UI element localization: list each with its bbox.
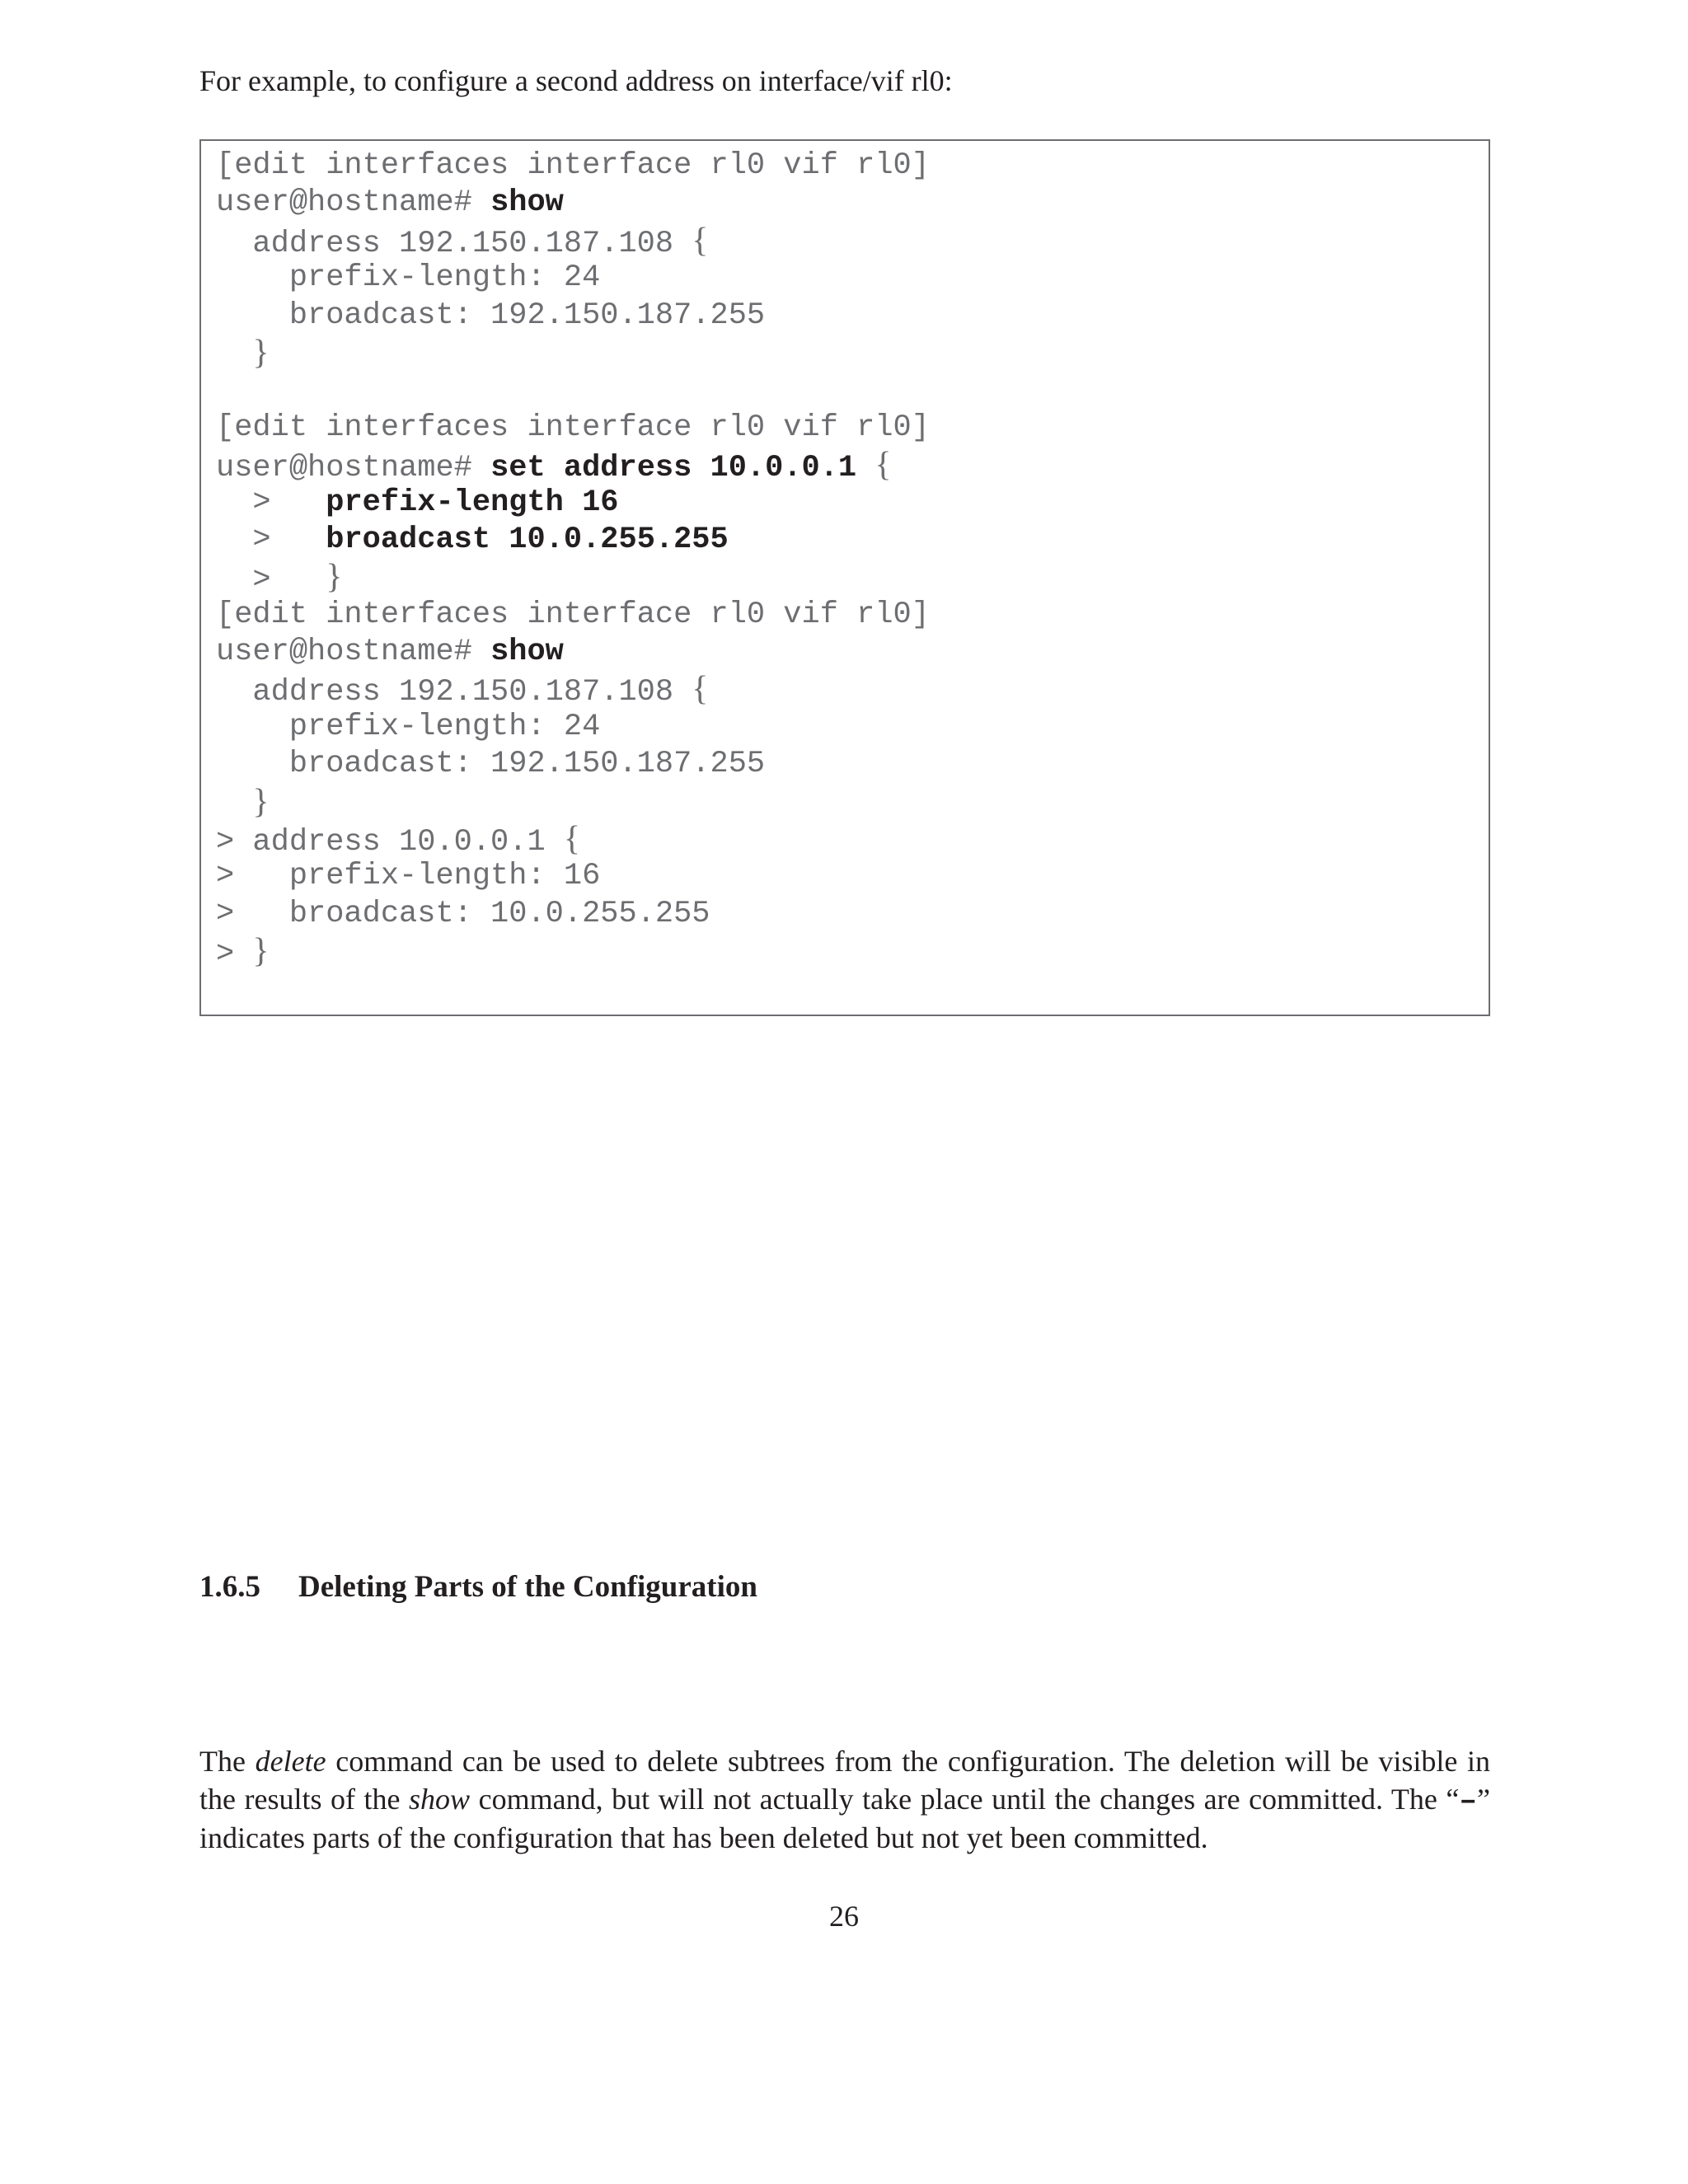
indent	[216, 339, 252, 373]
command: show	[490, 185, 564, 221]
code-line	[216, 784, 930, 821]
code-line: > broadcast: 10.0.255.255	[216, 896, 710, 931]
code-line: [edit interfaces interface rl0 vif rl0]	[216, 410, 930, 445]
code-line: [edit interfaces interface rl0 vif rl0]	[216, 148, 930, 183]
prompt: user@hostname#	[216, 185, 491, 221]
prompt: user@hostname#	[216, 451, 491, 486]
blank-line	[216, 372, 930, 409]
brace: }	[252, 782, 270, 821]
code-text: address 192.150.187.108	[216, 226, 692, 261]
code-line	[216, 522, 930, 559]
code-line	[216, 223, 930, 260]
code-line	[216, 821, 930, 858]
code-line	[216, 335, 930, 372]
para-text: The	[199, 1745, 256, 1778]
command-name-delete: delete	[255, 1745, 326, 1778]
section-number: 1.6.5	[199, 1570, 260, 1604]
code-text: >	[216, 937, 253, 972]
code-line	[216, 447, 930, 484]
code-line: broadcast: 192.150.187.255	[216, 298, 766, 333]
para-text: ” indicates parts of the configuration that has been deleted but not yet been committed.	[199, 1782, 1490, 1854]
indent	[216, 788, 252, 823]
code-line	[216, 634, 930, 671]
brace: }	[326, 558, 343, 597]
code-example-box	[199, 139, 1490, 1016]
para-text: command, but will not actually take place until the changes are committed. The “	[470, 1782, 1460, 1816]
command: show	[490, 635, 564, 670]
code-line	[216, 671, 930, 708]
brace: }	[252, 333, 270, 372]
brace: {	[563, 820, 581, 859]
code-line: broadcast: 192.150.187.255	[216, 747, 766, 782]
continuation-prefix: >	[216, 522, 326, 557]
section-title: Deleting Parts of the Configuration	[298, 1570, 757, 1604]
code-line: prefix-length: 24	[216, 260, 601, 296]
command: prefix-length 16	[326, 485, 619, 520]
command: set address 10.0.0.1	[490, 451, 857, 486]
command: broadcast 10.0.255.255	[326, 522, 729, 557]
brace: {	[692, 670, 709, 709]
command-name-show: show	[409, 1782, 471, 1816]
continuation-prefix: >	[216, 563, 326, 598]
brace: }	[252, 932, 270, 971]
prompt: user@hostname#	[216, 635, 491, 670]
continuation-prefix: >	[216, 485, 326, 520]
intro-text: For example, to configure a second address on interface/vif rl0:	[199, 64, 953, 97]
code-line: [edit interfaces interface rl0 vif rl0]	[216, 597, 930, 632]
page-number: 26	[829, 1900, 859, 1933]
deletion-symbol: –	[1459, 1783, 1477, 1818]
code-line: prefix-length: 24	[216, 709, 601, 744]
brace: {	[874, 446, 892, 485]
code-text: address 192.150.187.108	[216, 675, 692, 710]
section-heading	[199, 1564, 757, 1610]
code-line: > prefix-length: 16	[216, 859, 601, 894]
code-line	[216, 485, 930, 522]
code-line	[216, 559, 930, 596]
code-listing	[216, 148, 930, 971]
code-text: > address 10.0.0.1	[216, 825, 564, 860]
code-line	[216, 933, 930, 970]
code-line	[216, 185, 930, 222]
para-text: command can be used to delete subtrees from the configuration. The deletion will be visible in the results of the	[199, 1745, 1490, 1816]
brace: {	[692, 221, 709, 260]
body-paragraph	[199, 1743, 1490, 1858]
